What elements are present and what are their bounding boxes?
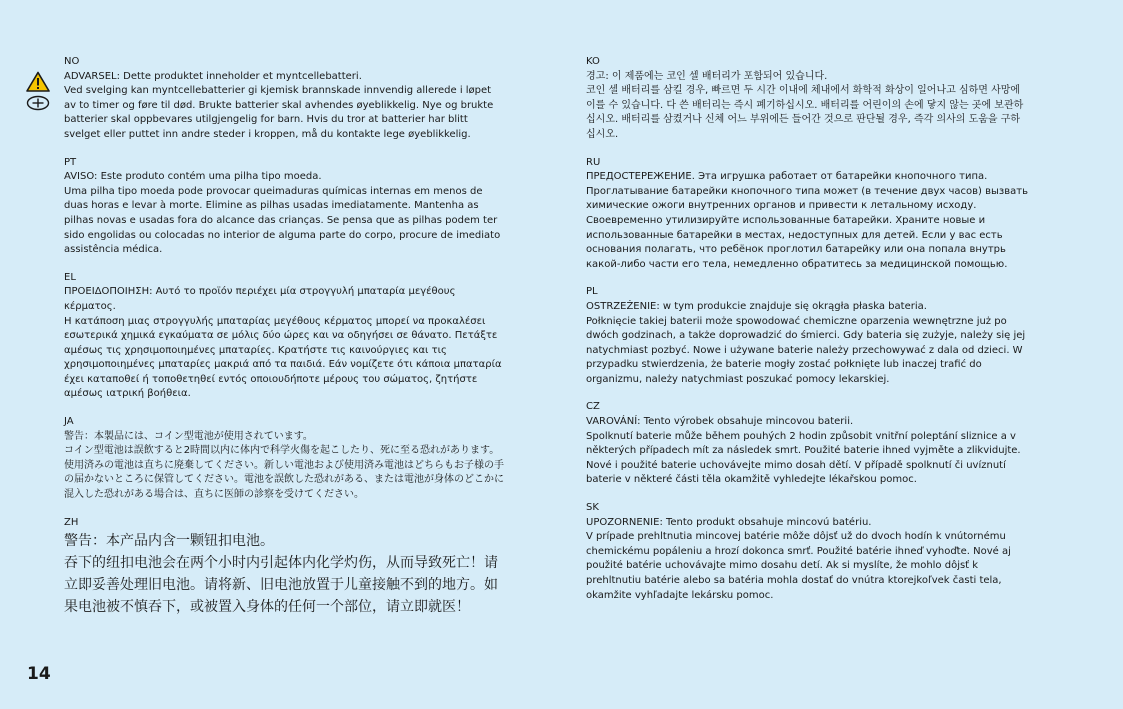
language-code: SK [586,502,599,514]
language-section-sk [586,501,1028,603]
language-code: NO [64,56,80,67]
language-code: KO [586,56,600,67]
language-code: PT [64,156,77,168]
language-section-cz [586,400,1028,488]
language-code: CZ [586,401,600,413]
right-column [586,55,1028,616]
language-section-pl [586,285,1028,387]
language-code: EL [64,271,76,283]
warning-text: UPOZORNENIE: Tento produkt obsahuje mincovú batériu. V prípade prehltnutia mincovej batérie môže dôjsť už do dvoch hodín k vnútornému chemickému popáleniu a hrozí dokonca smrť. Použité batérie ihneď vyhoďte. Nové aj použité batérie uchovávajte mimo dosahu detí. Ak si myslíte, že mohlo dôjsť k prehltnutiu batérie alebo sa batéria mohla dostať do vnútra ktorejkoľvek časti tela, okamžite vyhľadajte lekársku pomoc. [586,516,1011,601]
language-code: ZH [64,516,79,528]
language-section-ja [64,415,504,503]
coin-cell-battery-icon [26,95,50,111]
warning-text: VAROVÁNÍ: Tento výrobek obsahuje mincovou baterii. Spolknutí baterie může během pouhých 2 hodin způsobit vnitřní poleptání sliznice a v některých případech mít za následek smrt. Použité baterie ihned vyjměte a zlikvidujte. Nové i použité baterie uchovávejte mimo dosah dětí. V případě spolknutí či uvíznutí baterie v některé části těla okamžitě vyhledejte lékařskou pomoc. [586,416,1021,486]
page-number: 14 [27,664,51,684]
warning-text: ADVARSEL: Dette produktet inneholder et myntcellebatteri. Ved svelging kan myntcellebatterier gi kjemisk brannskade innvendig allerede i løpet av to timer og føre til død. Brukte batterier skal avhendes øyeblikkelig. Nye og brukte batterier skal oppbevares utilgjengelig for barn. Hvis du tror at batterier har blitt svelget eller puttet inn andre steder i kroppen, må du kontakte lege øyeblikkelig. [64,70,494,140]
language-section-el [64,271,504,402]
language-section-ko [586,55,1028,143]
warning-text: ΠΡΟΕΙΔΟΠΟΙΗΣΗ: Αυτό το προϊόν περιέχει μία στρογγυλή μπαταρία μεγέθους κέρματος. Η κατάποση μιας στρογγυλής μπαταρίας μεγέθους κέρματος μπορεί να προκαλέσει εσωτερικά χημικά εγκαύματα σε μόλις δύο ώρες και να οδηγήσει σε θάνατο. Πετάξτε αμέσως τις χρησιμοποιημένες μπαταρίες. Κρατήστε τις καινούργιες και τις χρησιμοποιημένες μπαταρίες μακριά από τα παιδιά. Εάν νομίζετε ότι κάποια μπαταρία έχει καταποθεί ή τοποθετηθεί εντός οποιουδήποτε μέρους του σώματος, ζητήστε αμέσως ιατρική βοήθεια. [64,286,502,400]
warning-text: 警告：本产品内含一颗钮扣电池。 吞下的纽扣电池会在两个小时内引起体内化学灼伤，从而导致死亡！请立即妥善处理旧电池。请将新、旧电池放置于儿童接触不到的地方。如果电池被不慎吞下，或被置入身体的任何一个部位，请立即就医！ [64,533,498,616]
warning-triangle-icon [26,71,50,92]
language-code: JA [64,416,74,428]
warning-text: OSTRZEŻENIE: w tym produkcie znajduje się okrągła płaska bateria. Połknięcie takiej baterii może spowodować chemiczne oparzenia wewnętrzne już po dwóch godzinach, a także doprowadzić do śmierci. Gdy bateria się zużyje, należy się jej natychmiast pozbyć. Nowe i używane baterie należy przechowywać z dala od dzieci. W przypadku stwierdzenia, że baterie mogły zostać połknięte lub inaczej trafić do organizmu, należy natychmiast poszukać pomocy lekarskiej. [586,300,1026,385]
warning-text: 경고: 이 제품에는 코인 셀 배터리가 포함되어 있습니다. 코인 셀 배터리를 삼킬 경우, 빠르면 두 시간 이내에 체내에서 화학적 화상이 일어나고 심하면 사망에 이를 수 있습니다. 다 쓴 배터리는 즉시 폐기하십시오. 배터리를 어린이의 손에 닿지 않는 곳에 보관하십시오. 배터리를 삼켰거나 신체 어느 부위에든 들어간 것으로 판단될 경우, 즉각 의사의 도움을 구하십시오. [586,70,1024,140]
language-code: PL [586,286,598,298]
language-section-no [64,55,504,143]
warning-text: 警告：本製品には、コイン型電池が使用されています。 コイン型電池は誤飲すると2時間以内に体内で科学火傷を起こしたり、死に至る恐れがあります。使用済みの電池は直ちに廃棄してください。新しい電池および使用済み電池はどちらもお子様の手の届かないところに保管してください。電池を誤飲した恐れがある、または電池が身体のどこかに混入した恐れがある場合は、直ちに医師の診察を受けてください。 [64,430,504,501]
left-column [64,55,504,631]
language-section-ru [586,156,1028,273]
warning-text: ПРЕДОСТЕРЕЖЕНИЕ. Эта игрушка работает от батарейки кнопочного типа. Проглатывание батарейки кнопочного типа может (в течение двух часов) вызвать химические ожоги внутренних органов и привести к летальному исходу. Своевременно утилизируйте использованные батарейки. Храните новые и использованные батарейки в местах, недоступных для детей. Если у вас есть основания полагать, что ребёнок проглотил батарейку или она попала внутрь какой-либо части его тела, немедленно обратитесь за медицинской помощью. [586,171,1028,270]
language-code: RU [586,156,601,168]
language-section-zh [64,516,504,619]
warning-icons [26,71,52,111]
warning-text: AVISO: Este produto contém uma pilha tipo moeda. Uma pilha tipo moeda pode provocar queimaduras químicas internas em menos de duas horas e levar à morte. Elimine as pilhas usadas imediatamente. Mantenha as pilhas novas e usadas fora do alcance das crianças. Se pensa que as pilhas podem ter sido engolidas ou colocadas no interior de alguma parte do corpo, procure de imediato assistência médica. [64,171,501,256]
language-section-pt [64,156,504,258]
